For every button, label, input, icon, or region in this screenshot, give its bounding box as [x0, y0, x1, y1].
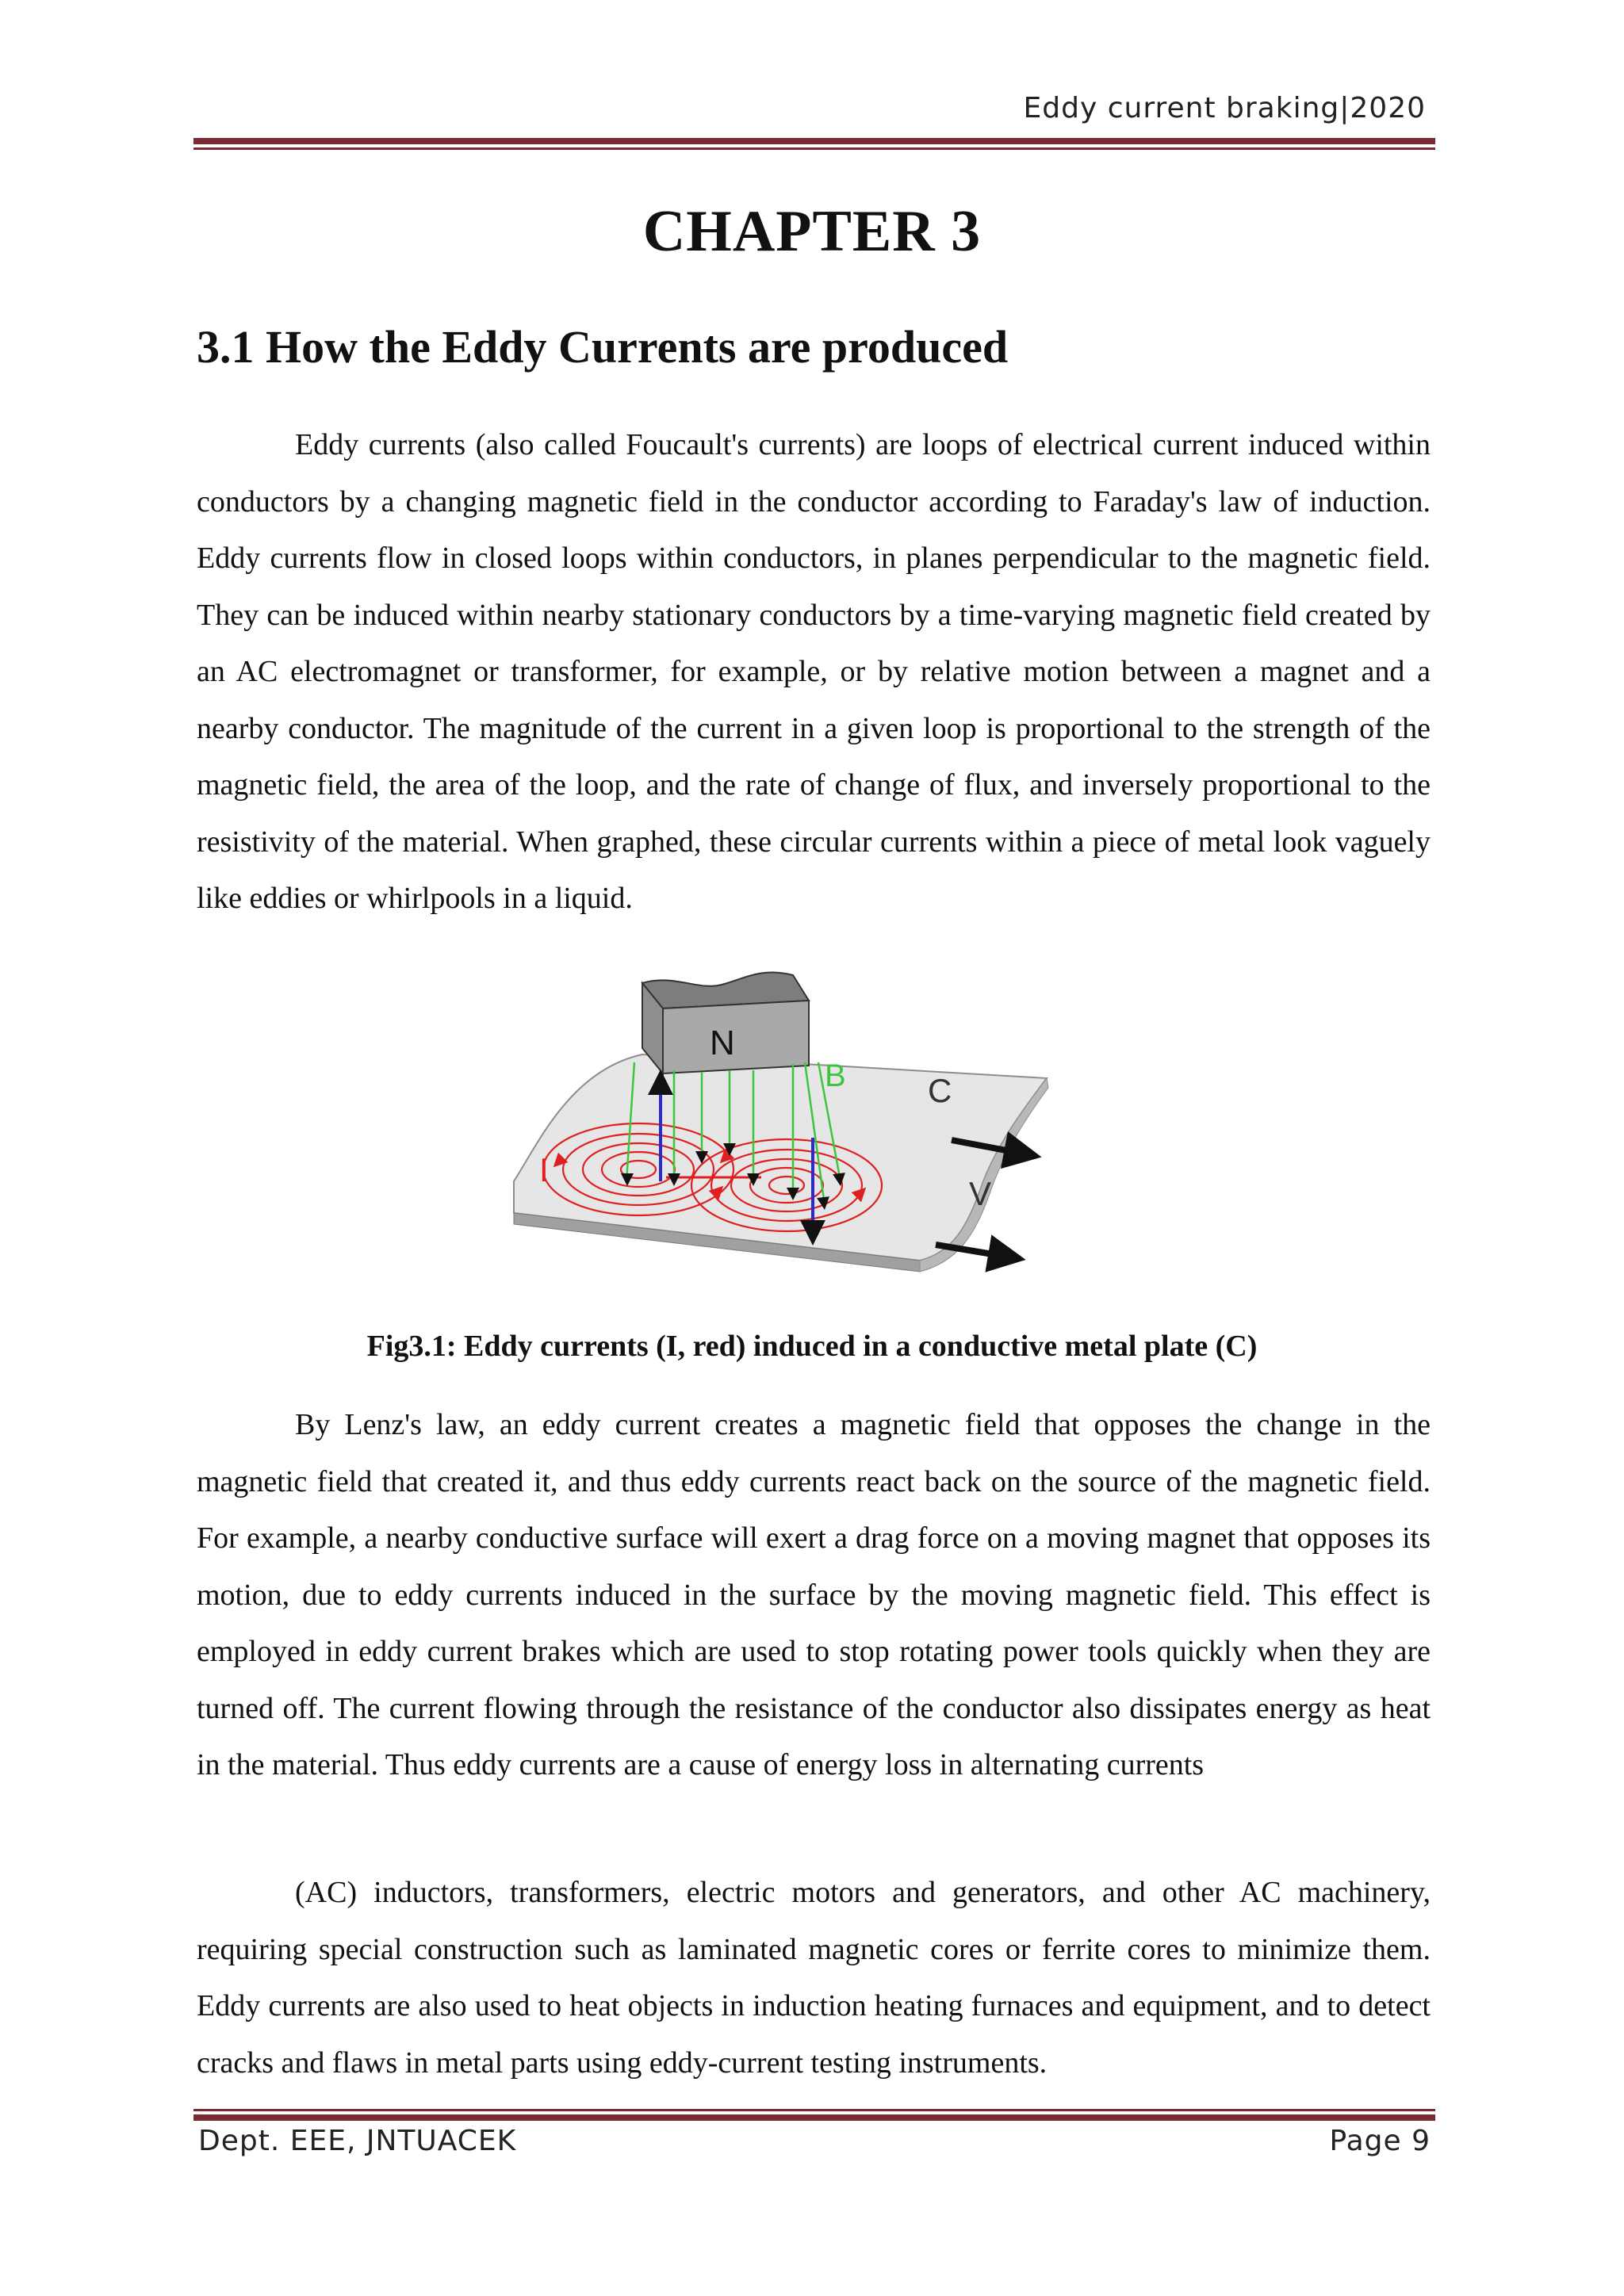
field-label: B	[825, 1058, 846, 1093]
conductive-plate	[514, 1054, 1048, 1272]
running-header: Eddy current braking|2020	[1023, 92, 1426, 124]
magnet-label: N	[710, 1024, 735, 1062]
paragraph-2: By Lenz's law, an eddy current creates a magnetic field that opposes the change in the magnetic field that created it, and thus eddy currents react back on the source of the magnetic field. For example, a nearby conductive surface will exert a drag force on a moving magnet that opposes its motion, due to eddy currents induced in the surface by the moving magnetic field. This effect is employed in eddy current brakes which are used to stop rotating power tools quickly when they are turned off. The current flowing through the resistance of the conductor also dissipates energy as heat in the material. Thus eddy currents are a cause of energy loss in alternating currents	[197, 1408, 1431, 1781]
footer-page-number: Page 9	[1329, 2125, 1431, 2157]
eddy-current-figure	[476, 943, 1158, 1316]
header-rule	[193, 138, 1435, 150]
paragraph-1: Eddy currents (also called Foucault's currents) are loops of electrical current induced within conductors by a changing magnetic field in the conductor according to Faraday's law of induction. Eddy currents flow in closed loops within conductors, in planes perpendicular to the magnetic field. They can be induced within nearby stationary conductors by a time-varying magnetic field created by an AC electromagnet or transformer, for example, or by relative motion between a magnet and a nearby conductor. The magnitude of the current in a given loop is proportional to the strength of the magnetic field, the area of the loop, and the rate of change of flux, and inversely proportional to the resistivity of the material. When graphed, these circular currents within a piece of metal look vaguely like eddies or whirlpools in a liquid.	[197, 428, 1431, 915]
magnet-north	[642, 973, 809, 1073]
eddy-current-illustration	[476, 943, 1158, 1316]
velocity-label: V	[969, 1175, 992, 1212]
section-heading: 3.1 How the Eddy Currents are produced	[197, 321, 1009, 373]
current-label: I	[539, 1151, 549, 1188]
paragraph-3: (AC) inductors, transformers, electric motors and generators, and other AC machinery, requiring special construction such as laminated magnetic cores or ferrite cores to minimize them. Eddy currents are also used to heat objects in induction heating furnaces and equipment, and to detect cracks and flaws in metal parts using eddy-current testing instruments.	[197, 1876, 1431, 2080]
footer-rule	[193, 2109, 1435, 2121]
chapter-title: CHAPTER 3	[642, 199, 982, 264]
plate-label: C	[928, 1072, 952, 1109]
footer-department: Dept. EEE, JNTUACEK	[198, 2125, 517, 2157]
figure-caption: Fig3.1: Eddy currents (I, red) induced in a conductive metal plate (C)	[366, 1330, 1258, 1363]
